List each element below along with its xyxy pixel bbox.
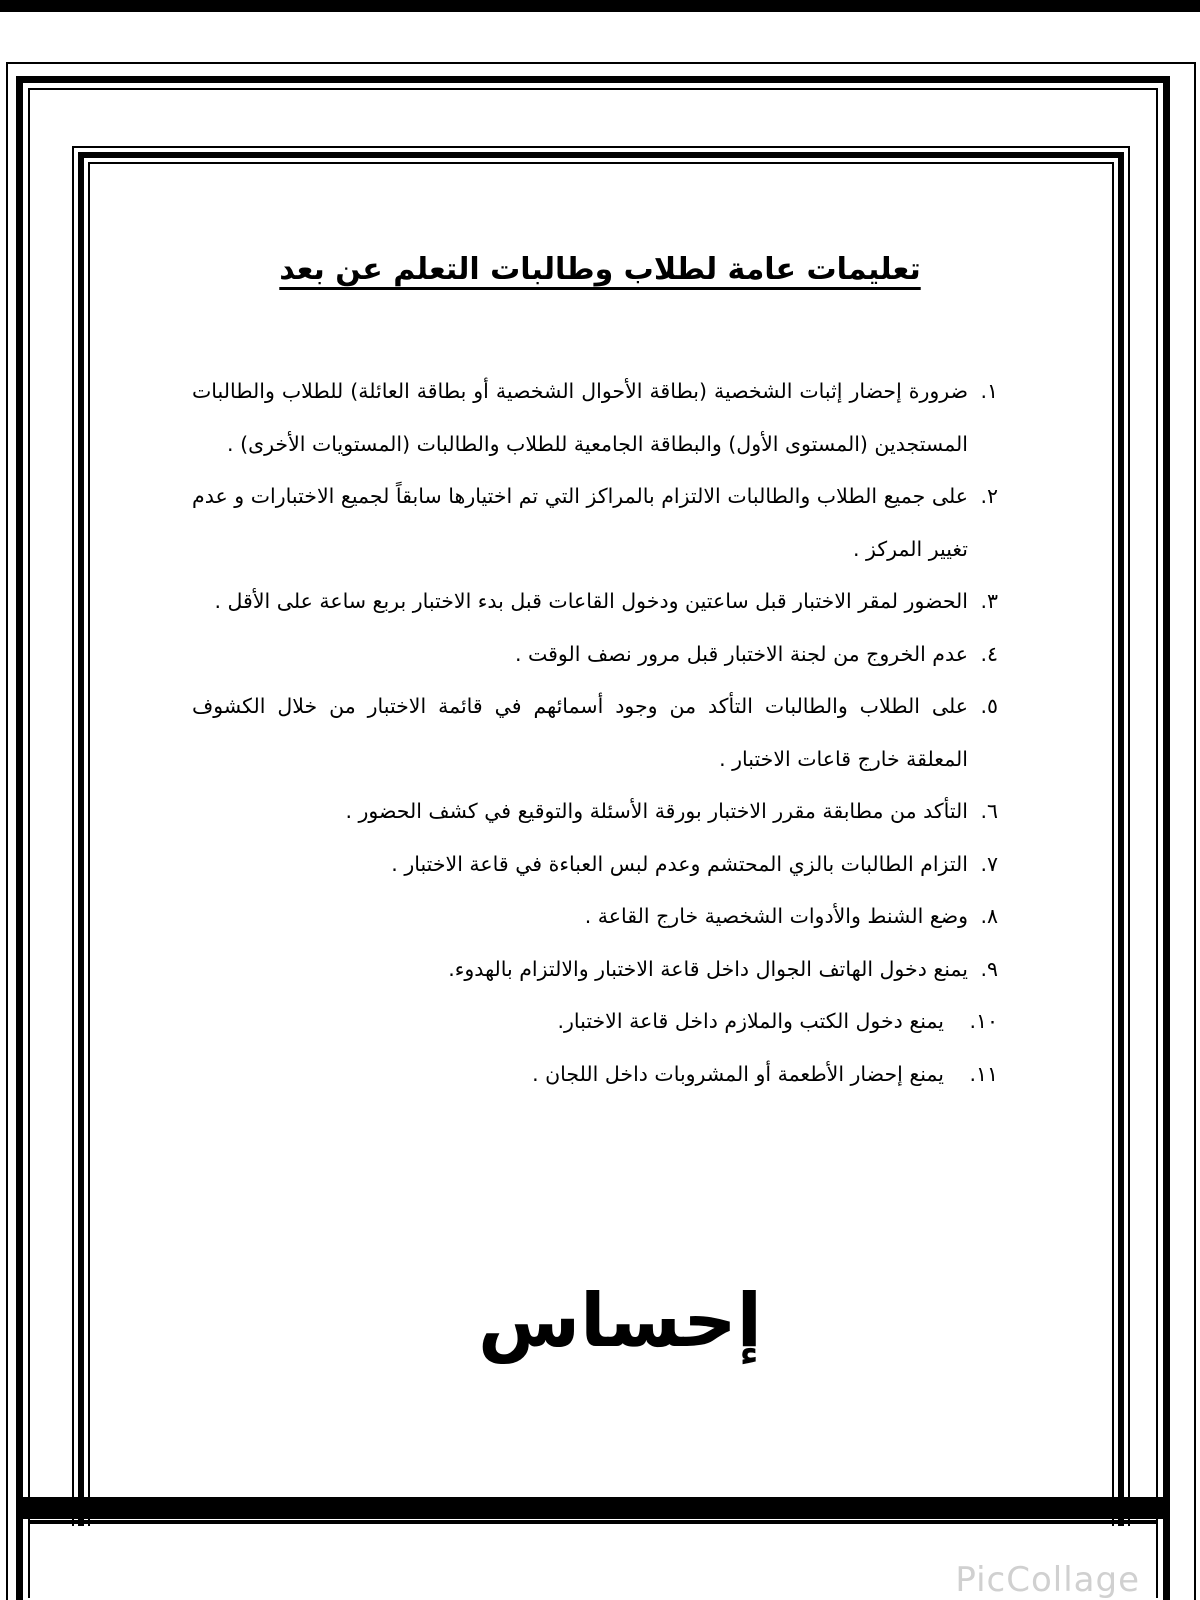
list-item bbox=[192, 785, 998, 838]
bottom-frame-right bbox=[1163, 1519, 1170, 1600]
list-item bbox=[192, 943, 998, 996]
top-black-bar bbox=[0, 0, 1200, 12]
item-number: ٧. bbox=[980, 851, 998, 876]
item-number: ٥. bbox=[980, 694, 998, 718]
item-number: ١١. bbox=[969, 1061, 998, 1086]
list-item bbox=[192, 680, 998, 785]
item-text: على جميع الطلاب والطالبات الالتزام بالمراكز التي تم اختيارها سابقاً لجميع الاختبارات و عدم تغيير المركز . bbox=[192, 484, 968, 561]
list-item bbox=[192, 838, 998, 891]
item-text: الحضور لمقر الاختبار قبل ساعتين ودخول القاعات قبل بدء الاختبار بربع ساعة على الأقل . bbox=[214, 589, 968, 613]
signature: إحساس bbox=[478, 1278, 762, 1364]
item-text: يمنع دخول الكتب والملازم داخل قاعة الاختبار. bbox=[557, 1009, 944, 1033]
bottom-frame-left bbox=[16, 1519, 23, 1600]
bottom-frame-line bbox=[28, 1520, 1158, 1524]
item-text: التأكد من مطابقة مقرر الاختبار بورقة الأسئلة والتوقيع في كشف الحضور . bbox=[345, 799, 968, 823]
item-number: ١. bbox=[980, 379, 998, 403]
list-item bbox=[192, 995, 998, 1048]
item-text: ضرورة إحضار إثبات الشخصية (بطاقة الأحوال الشخصية أو بطاقة العائلة) للطلاب والطالبات المستجدين (المستوى الأول) والبطاقة الجامعية للطلاب والطالبات (المستويات الأخرى) . bbox=[192, 379, 968, 456]
list-item bbox=[192, 575, 998, 628]
item-number: ٣. bbox=[980, 589, 998, 613]
item-text: التزام الطالبات بالزي المحتشم وعدم لبس العباءة في قاعة الاختبار . bbox=[391, 851, 968, 876]
item-number: ٤. bbox=[980, 641, 998, 666]
item-number: ٨. bbox=[980, 904, 998, 928]
item-text: وضع الشنط والأدوات الشخصية خارج القاعة . bbox=[584, 904, 968, 928]
bottom-frame-band bbox=[16, 1497, 1170, 1519]
list-item bbox=[192, 470, 998, 575]
item-number: ٦. bbox=[980, 799, 998, 823]
list-item bbox=[192, 628, 998, 681]
piccollage-watermark: PicCollage bbox=[955, 1560, 1140, 1600]
document-title: تعليمات عامة لطلاب وطالبات التعلم عن بعد bbox=[279, 252, 921, 287]
item-text: يمنع دخول الهاتف الجوال داخل قاعة الاختبار والالتزام بالهدوء. bbox=[448, 956, 968, 981]
item-number: ٢. bbox=[980, 484, 998, 508]
instructions-list bbox=[192, 365, 998, 1100]
item-text: عدم الخروج من لجنة الاختبار قبل مرور نصف الوقت . bbox=[514, 641, 968, 666]
item-number: ١٠. bbox=[969, 1009, 998, 1033]
list-item bbox=[192, 890, 998, 943]
item-text: يمنع إحضار الأطعمة أو المشروبات داخل اللجان . bbox=[532, 1061, 944, 1086]
item-number: ٩. bbox=[980, 956, 998, 981]
list-item bbox=[192, 365, 998, 470]
list-item bbox=[192, 1048, 998, 1101]
item-text: على الطلاب والطالبات التأكد من وجود أسمائهم في قائمة الاختبار من خلال الكشوف المعلقة خارج قاعات الاختبار . bbox=[192, 694, 968, 771]
